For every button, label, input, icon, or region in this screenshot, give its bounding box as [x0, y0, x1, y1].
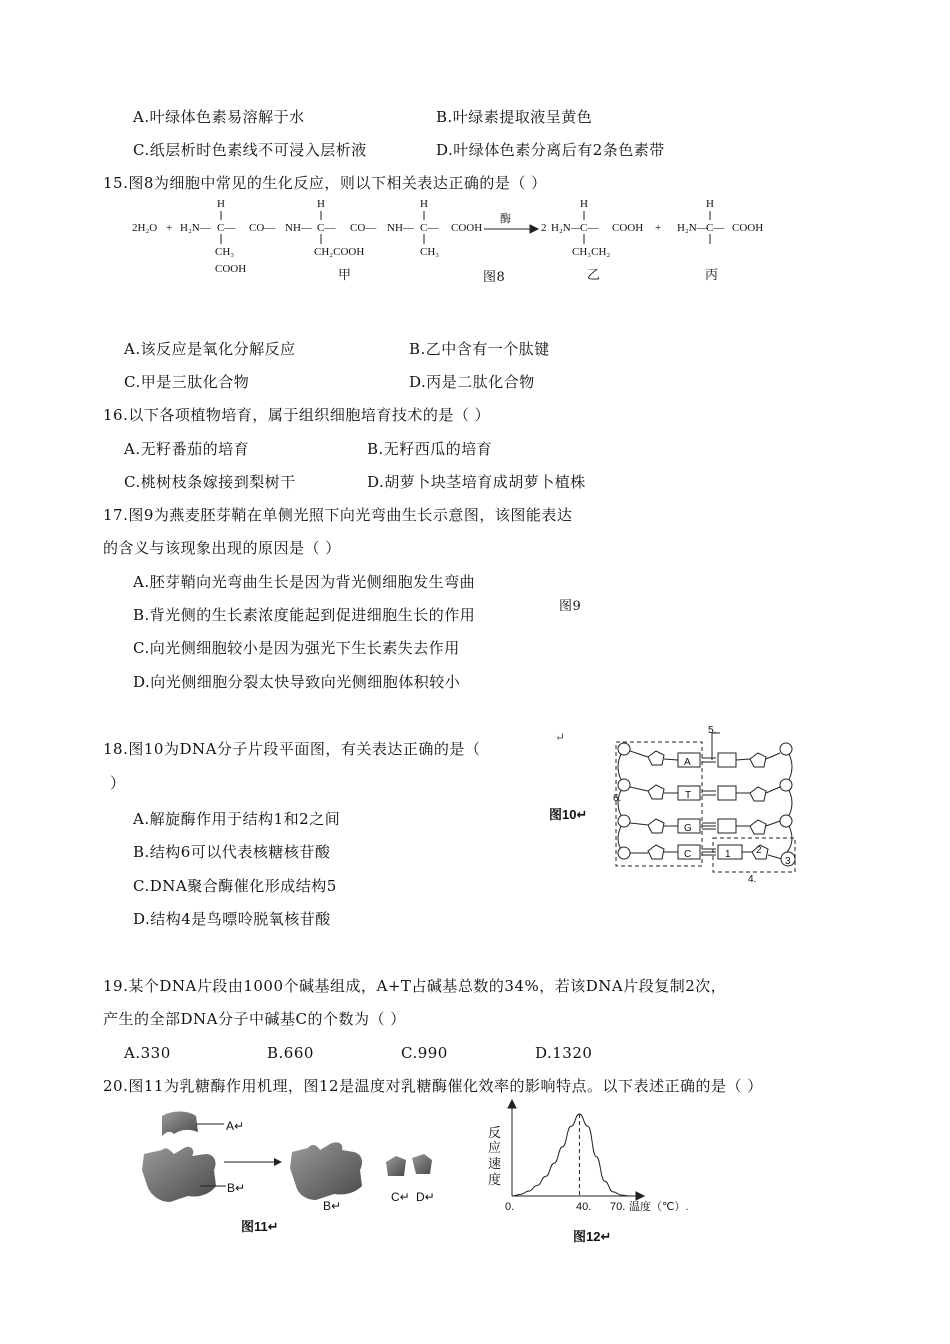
reactant-water: 2H₂O — [132, 222, 158, 234]
return-mark: ↵ — [555, 730, 566, 744]
y-axis-arrow — [508, 1100, 516, 1108]
group-h2n: H₂N— — [677, 222, 708, 234]
group-nh: NH— — [387, 222, 414, 234]
q16-option-d: D.胡萝卜块茎培育成胡萝卜植株 — [367, 473, 586, 491]
structure-2-label: 2 — [756, 845, 762, 856]
q19-option-c: C.990 — [401, 1044, 448, 1062]
group-h2n: H₂N— — [551, 222, 582, 234]
atom-c: C— — [580, 222, 599, 234]
base-c: C — [684, 849, 692, 860]
structure-3-label: 3 — [785, 856, 791, 867]
atom-h: H — [317, 198, 325, 210]
group-cooh: COOH — [732, 222, 764, 234]
atom-c: C— — [317, 222, 336, 234]
figure12-caption: 图12↵ — [573, 1229, 612, 1244]
group-co: CO— — [249, 222, 276, 234]
q16-stem: 16.以下各项植物培育，属于组织细胞培育技术的是（ ） — [103, 406, 491, 424]
q16-option-c: C.桃树枝条嫁接到梨树干 — [124, 473, 296, 491]
q14-option-b: B.叶绿素提取液呈黄色 — [436, 108, 593, 126]
q18-option-a: A.解旋酶作用于结构1和2之间 — [133, 810, 341, 828]
q18-option-c: C.DNA聚合酶催化形成结构5 — [133, 877, 337, 895]
group-ch2cooh: CH₂COOH — [314, 246, 365, 258]
structure-5-label: 5. — [708, 725, 717, 736]
figure11-caption: 图11↵ — [241, 1219, 279, 1234]
atom-h: H — [420, 198, 428, 210]
plus-sign: + — [655, 222, 662, 234]
structure-6-label: 6. — [613, 793, 622, 804]
group-cooh: COOH — [451, 222, 483, 234]
x-tick-0: 0. — [505, 1201, 515, 1213]
atom-h: H — [580, 198, 588, 210]
q17-option-b: B.背光侧的生长素浓度能起到促进细胞生长的作用 — [133, 606, 476, 624]
q19-stem-line2: 产生的全部DNA分子中碱基C的个数为（ ） — [103, 1010, 406, 1028]
q17-stem-line2: 的含义与该现象出现的原因是（ ） — [103, 539, 341, 557]
q20-stem: 20.图11为乳糖酶作用机理，图12是温度对乳糖酶催化效率的影响特点。以下表述正确的是（ ） — [103, 1077, 763, 1095]
group-cooh: COOH — [215, 263, 247, 275]
base-g: G — [684, 823, 692, 834]
q15-option-b: B.乙中含有一个肽键 — [409, 340, 550, 358]
plus-sign: + — [166, 222, 173, 234]
substrate-a-shape — [162, 1112, 198, 1137]
y-axis-label-char: 度 — [488, 1172, 502, 1187]
q15-option-d: D.丙是二肽化合物 — [409, 373, 535, 391]
x-tick-70: 70. — [610, 1201, 626, 1213]
q17-option-d: D.向光侧细胞分裂太快导致向光侧细胞体积较小 — [133, 673, 461, 691]
group-h2n: H₂N— — [180, 222, 211, 234]
q19-option-b: B.660 — [267, 1044, 314, 1062]
structure-4-label: 4. — [748, 874, 757, 885]
atom-c: C— — [217, 222, 236, 234]
group-co: CO— — [350, 222, 377, 234]
dna-fragment-diagram — [610, 725, 810, 875]
figure10-caption: 图10↵ — [549, 807, 588, 822]
coefficient: 2 — [541, 222, 547, 234]
label-yi: 乙 — [587, 268, 601, 283]
q19-stem-line1: 19.某个DNA片段由1000个碱基组成，A+T占碱基总数的34%，若该DNA片段复制2次， — [103, 977, 727, 995]
structure-1-label: 1 — [725, 849, 731, 860]
bond-lines — [0, 0, 950, 300]
atom-c: C— — [706, 222, 725, 234]
q16-option-b: B.无籽西瓜的培育 — [367, 440, 493, 458]
enzyme-label: 酶 — [500, 213, 511, 225]
q18-stem-line1: 18.图10为DNA分子片段平面图，有关表达正确的是（ — [103, 740, 481, 758]
q15-option-a: A.该反应是氧化分解反应 — [124, 340, 296, 358]
q15-stem: 15.图8为细胞中常见的生化反应，则以下相关表达正确的是（ ） — [103, 174, 547, 192]
q18-stem-line2: ） — [110, 774, 126, 792]
y-axis-label-char: 反 — [488, 1125, 502, 1140]
q17-stem-line1: 17.图9为燕麦胚芽鞘在单侧光照下向光弯曲生长示意图，该图能表达 — [103, 506, 573, 524]
q14-option-d: D.叶绿体色素分离后有2条色素带 — [436, 141, 665, 159]
group-ch3: CH₃ — [215, 246, 235, 258]
product-c-shape — [386, 1156, 406, 1176]
figure8-caption: 图8 — [483, 270, 506, 285]
q14-option-c: C.纸层析时色素线不可浸入层析液 — [133, 141, 367, 159]
label-bing: 丙 — [705, 268, 719, 283]
x-axis-label: 温度（℃）. — [629, 1201, 689, 1213]
q18-option-b: B.结构6可以代表核糖核苷酸 — [133, 843, 331, 861]
label-b2: B↵ — [323, 1199, 342, 1213]
y-axis-label-char: 应 — [488, 1140, 502, 1155]
label-jia: 甲 — [338, 268, 352, 283]
label-a: A↵ — [226, 1119, 245, 1133]
q17-option-c: C.向光侧细胞较小是因为强光下生长素失去作用 — [133, 639, 460, 657]
label-d: D↵ — [416, 1190, 435, 1204]
atom-h: H — [217, 198, 225, 210]
group-cooh: COOH — [612, 222, 644, 234]
x-axis-arrow — [636, 1192, 644, 1200]
x-tick-40: 40. — [576, 1201, 592, 1213]
atom-c: C— — [420, 222, 439, 234]
label-b: B↵ — [227, 1181, 246, 1195]
rate-curve — [512, 1114, 630, 1196]
atom-h: H — [706, 198, 714, 210]
group-ch3ch2: CH₃CH₂ — [572, 246, 611, 258]
label-c: C↵ — [391, 1190, 410, 1204]
base-a: A — [684, 757, 691, 768]
figure9-caption: 图9 — [559, 599, 582, 614]
chart-svg — [480, 1100, 720, 1210]
product-d-shape — [412, 1154, 432, 1174]
enzyme-complex-shape — [290, 1142, 362, 1200]
q19-option-a: A.330 — [124, 1044, 171, 1062]
group-nh: NH— — [285, 222, 312, 234]
group-ch3: CH₃ — [420, 246, 440, 258]
q17-option-a: A.胚芽鞘向光弯曲生长是因为背光侧细胞发生弯曲 — [133, 573, 476, 591]
q15-option-c: C.甲是三肽化合物 — [124, 373, 250, 391]
q16-option-a: A.无籽番茄的培育 — [124, 440, 250, 458]
y-axis-label-char: 速 — [488, 1156, 502, 1171]
base-t: T — [685, 790, 692, 801]
q18-option-d: D.结构4是鸟嘌呤脱氧核苷酸 — [133, 910, 331, 928]
q14-option-a: A.叶绿体色素易溶解于水 — [133, 108, 305, 126]
q19-option-d: D.1320 — [535, 1044, 593, 1062]
enzyme-b-shape — [142, 1147, 216, 1202]
